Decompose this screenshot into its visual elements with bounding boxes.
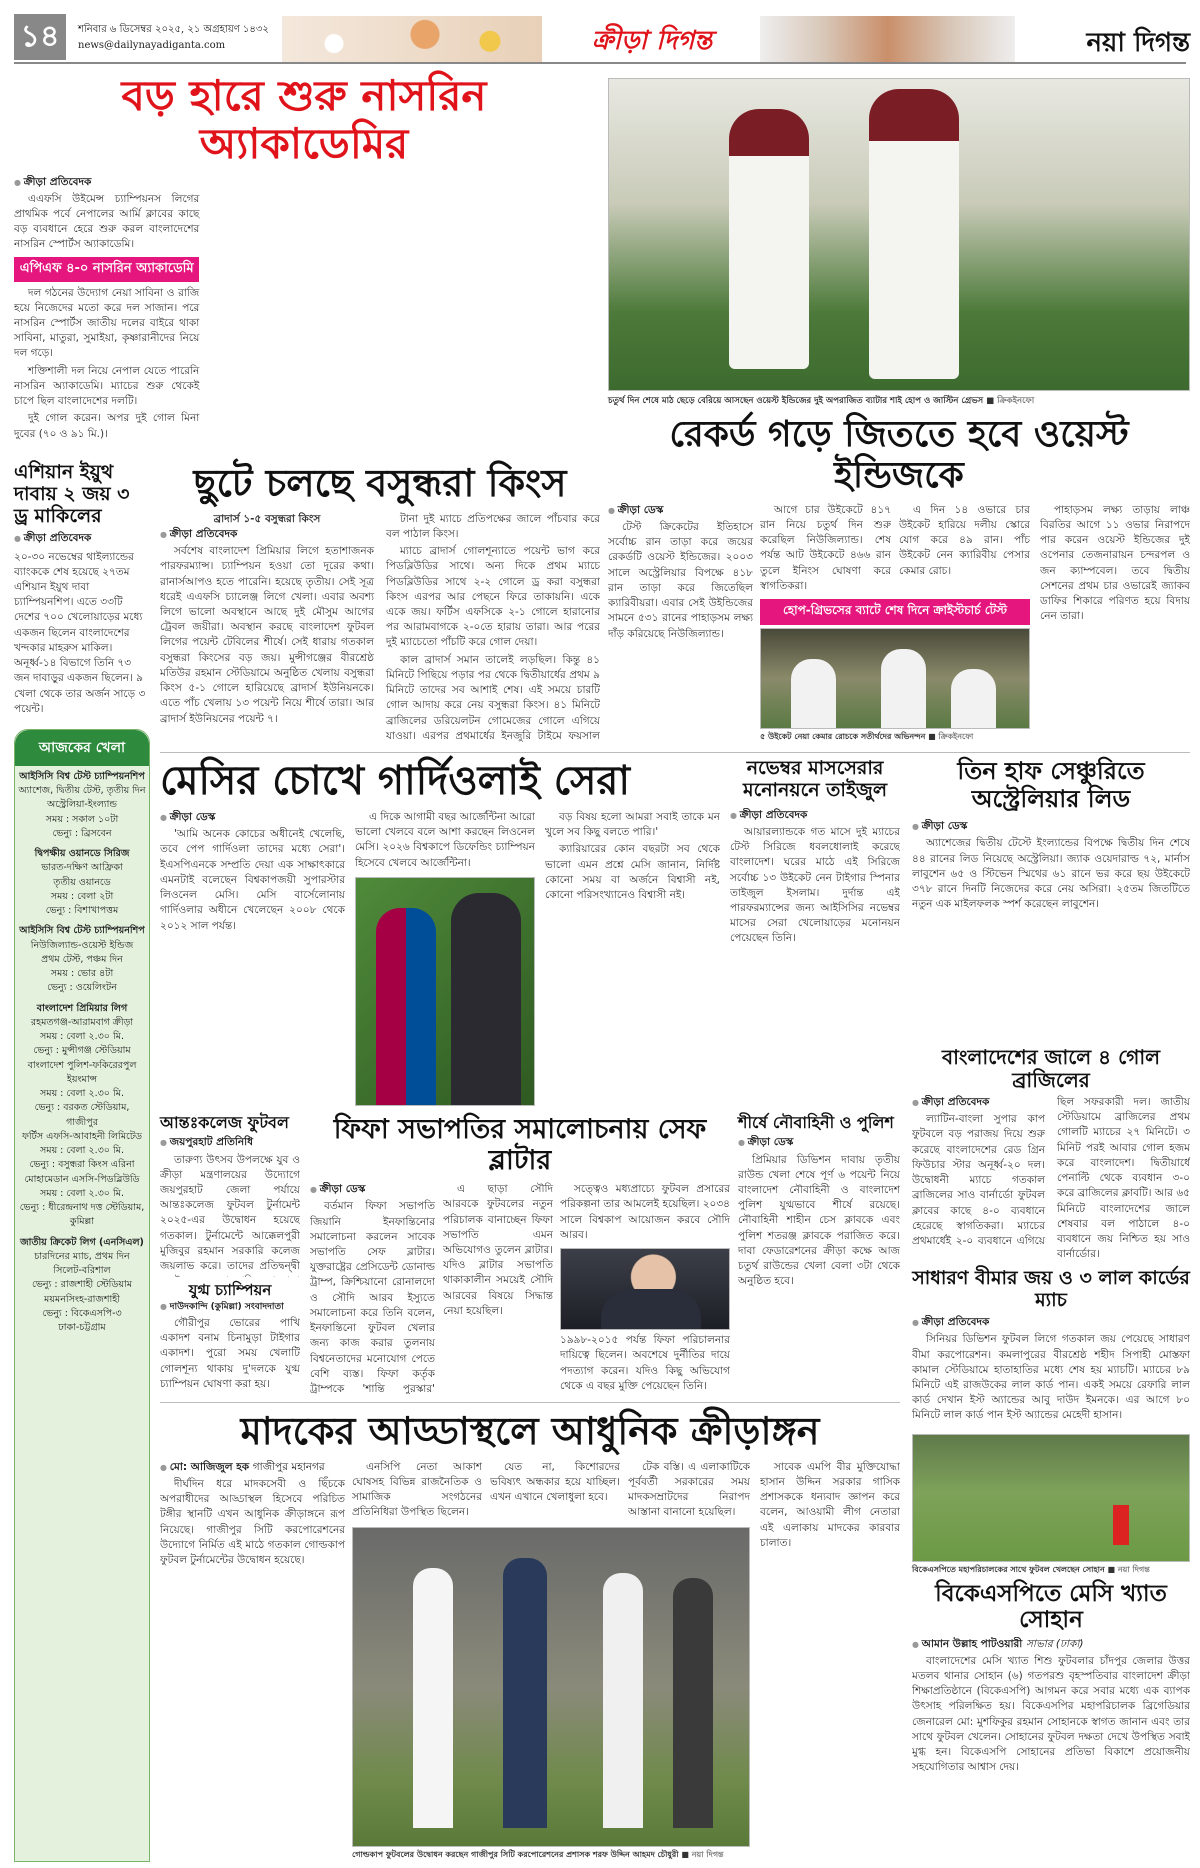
bima-headline: সাধারণ বীমার জয় ও ৩ লাল কার্ডের ম্যাচ <box>912 1267 1190 1312</box>
photo-caption: চতুর্থ দিন শেষে মাঠ ছেড়ে বেরিয়ে আসছেন ওয়েস্ট ইন্ডিজের দুই অপরাজিত ব্যাটার শাই হোপ ও জাস্টিন গ্রেভস ■ ক্রিকইনফো <box>608 396 1035 406</box>
messi-area <box>160 810 720 1106</box>
wi-col-4 <box>1040 503 1190 744</box>
byline: ● ক্রীড়া ডেস্ক <box>310 1182 435 1197</box>
taijul-body <box>730 808 900 1108</box>
schedule-line: ভেন্যু : বসুন্ধরা কিংস এরিনা <box>29 1159 135 1171</box>
newspaper-logo: নয়া দিগন্ত <box>1086 28 1190 58</box>
wi-headline: রেকর্ড গড়ে জিততে হবে ওয়েস্ট ইন্ডিজকে <box>669 414 1129 497</box>
wi-col-3 <box>899 503 1030 596</box>
player-figure <box>951 669 996 729</box>
intercollege-headline: আন্তঃকলেজ ফুটবল <box>160 1113 289 1132</box>
issue-date: শনিবার ৬ ডিসেম্বর ২০২৫, ২১ অগ্রহায়ণ ১৪৩২ <box>78 24 269 35</box>
schedule-list <box>15 766 149 1861</box>
joint-champion-headline: যুগ্ম চ্যাম্পিয়ন <box>188 1280 272 1299</box>
paragraph: ল্যাটিন-বাংলা সুপার কাপ ফুটবলে বড় পরাজয় দিয়ে শুরু করেছে বাংলাদেশের রেড গ্রিন ফিউচার স্টার অনূর্ধ্ব-২০ দল। উদ্বোধনী ম্যাচে গতকাল ব্রাজিলের সাও বার্নার্ডো ফুটবল ক্লাবের কাছে ৪-০ ব্যবধানে হেরেছে স্বাগতিকরা। ম্যাচের প্রথমার্ধেই ২-০ ব্যবধানে এগিয়ে ছিল সফরকারী দল। জাতীয় স্টেডিয়ামে ব্রাজিলের প্রথম গোলটি ম্যাচের ২৭ মিনিটে। ৩ মিনিট পরই আবার গোল হজম করে বাংলাদেশ। দ্বিতীয়ার্ধে পেনাল্টি থেকে ব্যবধান ৩-০ করে ব্রাজিলের ক্লাবটি। আর ৬৫ মিনিটে বাংলাদেশের জালে শেষবার বল পাঠালে ৪-০ ব্যবধানে জয় নিশ্চিত হয় সাও বার্নার্ডোর। <box>912 1096 1190 1261</box>
person-figure <box>603 1573 643 1828</box>
schedule-group <box>18 1002 146 1230</box>
photo-credit: নয়া দিগন্ত <box>1117 1564 1150 1574</box>
contact-email: news@dailynayadiganta.com <box>78 40 226 51</box>
aus-story <box>912 758 1190 1040</box>
photo-caption: গোল্ডকাপ ফুটবলের উদ্বোধন করছেন গাজীপুর সিটি করপোরেশনের প্রশাসক শরফ উদ্দিন আহমদ চৌধুরী ■ নয়া দিগন্ত <box>352 1850 724 1859</box>
wi-photo-block <box>608 78 1190 408</box>
blatter-headline: ফিফা সভাপতির সমালোচনায় সেফ ব্লাটার <box>333 1114 707 1177</box>
schedule-line: অস্ট্রেলিয়া-ইংল্যান্ড <box>46 799 118 811</box>
byline: ● ক্রীড়া ডেস্ক <box>912 819 1190 834</box>
paragraph: গৌরীপুর ভোরের পাখি একাদশ বনাম চিনামুড়া টাইগার একাদশ। পুরো সময় খেলাটি গোলশূন্য থাকায় দু'দলকে যুগ্ম চ্যাম্পিয়ন ঘোষণা করা হয়। <box>160 1316 300 1390</box>
wi-middle-text <box>760 503 1030 596</box>
schedule-line: অ্যাশেজ, দ্বিতীয় টেস্ট, তৃতীয় দিন <box>18 785 146 797</box>
messi-story <box>160 758 720 1106</box>
paragraph: এ দিকে আগামী বছর আর্জেন্টিনা আরো ভালো খেলবে বলে আশা করছেন লিওনেল মেসি। ২০২৬ বিশ্বকাপে ডিফেন্ডিং চ্যাম্পিয়ন হিসেবে খেলবে আর্জেন্টিনা। <box>355 811 535 869</box>
schedule-line: সময় : ভোর ৪টা <box>50 968 114 980</box>
schedule-line: ভেন্যু : বিশাখাপত্তম <box>45 905 119 917</box>
byline: ● ক্রীড়া ডেস্ক <box>738 1135 900 1150</box>
caption-text: চতুর্থ দিন শেষে মাঠ ছেড়ে বেরিয়ে আসছেন ওয়েস্ট ইন্ডিজের দুই অপরাজিত ব্যাটার শাই হোপ ও জাস্টিন গ্রেভস <box>608 396 984 406</box>
photo-credit: ক্রিকইনফো <box>938 732 974 741</box>
madok-col-3 <box>490 1460 620 1523</box>
messi-middle <box>355 810 535 1106</box>
schedule-group <box>18 770 146 841</box>
schedule-line: ঢাকা-চট্টগ্রাম <box>58 1322 106 1334</box>
madok-middle-text <box>352 1460 750 1523</box>
chess-headline: এশিয়ান ইয়ুথ দাবায় ২ জয় ৩ ড্র মাকিলের <box>14 461 130 527</box>
byline: মো: আজিজুল হক <box>169 1460 250 1473</box>
aus-headline: তিন হাফ সেঞ্চুরিতে অস্ট্রেলিয়ার লিড <box>957 757 1145 813</box>
schedule-line: ময়মনসিংহ-রাজশাহী <box>44 1293 120 1305</box>
paragraph: অ্যাশেজের দ্বিতীয় টেস্টে ইংল্যান্ডের বিপক্ষে দ্বিতীয় দিন শেষে ৪৪ রানের লিড নিয়েছে অস্ট্রেলিয়া। জ্যাক ওয়েদারাল্ড ৭২, মার্নাস লাবুশেন ৬৫ ও স্টিভেন স্মিথের ৬১ রানে ভর করে ছয় উইকেটে ৩৭৮ রানে দিনটি নিজেদের করে নেয় অসিরা। ২৫তম জিতটিতে নতুন এক মাইলফলক স্পর্শ করেছেন লাবুশেন। <box>912 837 1190 911</box>
brazil-body <box>912 1095 1190 1262</box>
byline: ● ক্রীড়া প্রতিবেদক <box>14 175 199 190</box>
paragraph: এএফসি উইমেন্স চ্যাম্পিয়নস লিগের প্রাথমিক পর্বে নেপালের আর্মি ক্লাবের কাছে বড় ব্যবধানে হেরে শুরু করল বাংলাদেশের নাসরিন স্পোর্টস অ্যাকাডেমি। <box>14 192 200 251</box>
paragraph: দুই গোল করেন। অপর দুই গোল মিনা দুবের (৭০ ও ৯১ মি.)। <box>14 412 200 440</box>
player-figure <box>881 649 926 729</box>
paragraph: প্রিমিয়ার ডিভিশন দাবায় তৃতীয় রাউন্ড খেলা শেষে পূর্ণ ৬ পয়েন্ট নিয়ে বাংলাদেশ নৌবাহিনী ও বাংলাদেশ পুলিশ যুগ্মভাবে শীর্ষে রয়েছে। নৌবাহিনী শাহীন চেস ক্লাবকে এবং পুলিশ শতরঞ্জ ক্লাবকে পরাজিত করে। দাবা ফেডারেশনের ক্রীড়া কক্ষে আজ চতুর্থ রাউন্ডের খেলা বেলা ৩টা থেকে অনুষ্ঠিত হবে। <box>738 1153 900 1288</box>
byline: আমান উল্লাহ পাটওয়ারী <box>921 1637 1023 1650</box>
wi-subhead: হোপ-গ্রিভসের ব্যাটে শেষ দিনে ক্রাইস্টচার্চ টেস্ট <box>760 599 1030 625</box>
paragraph: দীর্ঘদিন ধরে মাদকসেবী ও ছিঁচকে অপরাধীদের আড্ডাস্থল হিসেবে পরিচিত টঙ্গীর স্থানটি এখন আধুনিক ক্রীড়াঙ্গনে রূপ নিয়েছে। গাজীপুর সিটি করপোরেশনের উদ্যোগে নির্মিত এই মাঠে গতকাল গোল্ডকাপ ফুটবল টুর্নামেন্টের উদ্বোধন হয়েছে। <box>160 1477 345 1566</box>
brazil-headline: বাংলাদেশের জালে ৪ গোল ব্রাজিলের <box>941 1045 1161 1092</box>
competition-name: বাংলাদেশ প্রিমিয়ার লিগ <box>36 1002 128 1014</box>
paragraph: যেত না, কিশোরদের ভবিষ্যৎ অন্ধকার হয়ে যাচ্ছিল। এখন এখানে খেলাধুলা হবে। <box>490 1460 620 1504</box>
wi-col-2 <box>760 503 891 596</box>
intercollege-column <box>160 1114 300 1394</box>
match-score: ব্রাদার্স ১-৫ বসুন্ধরা কিংস <box>213 512 321 525</box>
competition-name: আইসিসি বিশ্ব টেস্ট চ্যাম্পিয়নশিপ <box>19 925 145 937</box>
paragraph: শক্তিশালী দল নিয়ে নেপাল যেতে পারেনি নাসরিন অ্যাকাডেমি। ম্যাচের শুরু থেকেই চাপে ছিল বাংলাদেশের দলটি। <box>14 364 200 408</box>
byline-place: সাভার (ঢাকা) <box>1025 1637 1084 1650</box>
paragraph: দল গঠনের উদ্যোগ নেয়া সাবিনা ও রাজি হয়ে নিজেদের মতো করে দল সাজান। পরে নাসরিন স্পোর্টস জাতীয় দলের বাইরে থাকা সাবিনা, মাতুরা, সুমাইয়া, কৃষ্ণারানীদের নিয়ে দল গড়ে। <box>14 286 200 360</box>
paragraph: ম্যাচে ব্রাদার্স গোলশূন্যাতে পয়েন্ট ভাগ করে পিডব্লিউডির সাথে। অন্য দিকে প্রথম ম্যাচে পিডব্লিউডির সাথে ২-২ গোলে ড্র করা বসুন্ধরা কিংস এরপর আর পেছনে ফিরে তাকায়নি। একে একে জয়। ফর্টিস এফসিকে ২-১ গোলে হারানোর পর আরামবাগকে ২-০তে হারায় তারা। আর পরের দুই ম্যাচেতো পাঁচটি করে গোল দেয়া। <box>386 545 600 649</box>
schedule-line: ভারত-দক্ষিণ আফ্রিকা <box>41 862 123 874</box>
byline: ● ক্রীড়া প্রতিবেদক <box>160 527 374 542</box>
byline: ● ক্রীড়া প্রতিবেদক <box>730 808 900 823</box>
madok-col-5 <box>760 1460 900 1862</box>
paragraph: সত্ত্বেও মধ্যপ্রাচ্যে ফুটবল প্রসারের পরিকল্পনা তার আমলেই হয়েছিল। ২০৩৪ সালে বিশ্বকাপ আয়োজন করবে সৌদি আরব। <box>560 1183 730 1241</box>
competition-name: আইসিসি বিশ্ব টেস্ট চ্যাম্পিয়নশিপ <box>19 770 145 782</box>
madok-col-4 <box>628 1460 750 1523</box>
schedule-line: সময় : সকাল ১০টা <box>45 813 119 825</box>
kings-story <box>160 462 600 746</box>
schedule-group <box>18 847 146 918</box>
messi-col-2 <box>355 810 535 873</box>
lead-subhead: এপিএফ ৪-০ নাসরিন অ্যাকাডেমি <box>14 257 199 282</box>
byline: ● ক্রীড়া ডেস্ক <box>608 503 753 518</box>
wi-middle <box>760 503 1030 744</box>
taijul-headline: নভেম্বর মাসসেরার মনোনয়নে তাইজুল <box>743 757 887 801</box>
aus-body <box>912 819 1190 1040</box>
blatter-story <box>310 1114 730 1394</box>
madok-middle <box>352 1460 750 1862</box>
navy-body <box>738 1135 900 1394</box>
paragraph: এ দিন ১৪ ওভারে চার উইকেট হারিয়ে দলীয় স্কোরে যোগ করে ৪৯ রান। পাঁচ উইকেট নেন ক্যারিবীয় পেসার কেমার রোচ। <box>899 503 1030 577</box>
paragraph: সিনিয়র ডিভিশন ফুটবল লিগে গতকাল জয় পেয়েছে সাধারণ বীমা করপোরেশন। কমলাপুরের বীরশ্রেষ্ঠ শহীদ সিপাহী মোস্তফা কামাল স্টেডিয়ামে হাতাহাতির মধ্যে শেষ হয় ম্যাচটি। ম্যাচের ৮৯ মিনিটে এই রাজউকের লাল কার্ড পান। একই সময়ে রেফারি লাল কার্ড দেখান ইস্ট অ্যান্ডের আবু দাউদ ইমনকে। এর আগে ৮০ মিনিটে লাল কার্ড পান ইস্ট অ্যান্ডের মেহেদী হাসান। <box>912 1333 1190 1422</box>
todays-games-box <box>14 729 150 1862</box>
messi-guardiola-photo <box>355 877 535 1106</box>
wi-story <box>608 414 1190 744</box>
athletes-banner <box>760 16 1015 62</box>
photo-credit: নয়া দিগন্ত <box>691 1850 724 1859</box>
schedule-line: ভেন্যু : মুন্সীগঞ্জ স্টেডিয়াম <box>33 1045 131 1057</box>
caption-text: গোল্ডকাপ ফুটবলের উদ্বোধন করছেন গাজীপুর সিটি করপোরেশনের প্রশাসক শরফ উদ্দিন আহমদ চৌধুরী <box>352 1850 679 1859</box>
blatter-col-1 <box>310 1182 435 1394</box>
paragraph: এ ছাড়া সৌদি আরবকে ফুটবলের নতুন পরিচালক বানাচ্ছেন ফিফা সভাপতি এমন অভিযোগও তুলেন ব্লাটার। যদিও ব্লাটার সভাপতি থাকাকালীন সময়েই সৌদি আরবের বিষয়ে সিদ্ধান্ত নেয়া হয়েছিল। <box>443 1183 553 1317</box>
person-figure <box>413 1568 453 1828</box>
paragraph: তারুণ্য উৎসব উপলক্ষে যুব ও ক্রীড়া মন্ত্রণালয়ের উদ্যোগে জয়পুরহাট জেলা পর্যায়ে আন্তঃকলেজ ফুটবল টুর্নামেন্ট ২০২৫-এর উদ্বোধন হয়েছে গতকাল। টুর্নামেন্টে আক্কেলপুরী মুজিবুর রহমান সরকারি কলেজ জয়লাভ করে। তাদের প্রতিদ্বন্দ্বী <box>160 1153 300 1273</box>
goldcup-inauguration-photo <box>352 1527 750 1847</box>
schedule-line: সময় : বেলা ২.৩০ মি. <box>40 1088 124 1100</box>
madok-area <box>160 1460 900 1862</box>
navy-headline: শীর্ষে নৌবাহিনী ও পুলিশ <box>738 1113 894 1132</box>
blatter-area <box>310 1182 730 1394</box>
paragraph: আগে চার উইকেটে ৪১৭ রান নিয়ে চতুর্থ দিন শুরু করেছিল নিউজিল্যান্ড। শেষ পর্যন্ত আট উইকেটে ৪৬৬ রান তুলে ইনিংস ঘোষণা করে স্বাগতিকরা। <box>760 503 891 592</box>
blatter-col-3 <box>560 1182 730 1394</box>
lead-body <box>14 175 594 454</box>
paragraph: টানা দুই ম্যাচে প্রতিপক্ষের জালে পাঁচবার করে বল পাঠাল কিংস। <box>386 512 600 540</box>
messi-col-3 <box>545 810 720 1106</box>
schedule-line: মোহামেডান এসসি-পিডব্লিউডি <box>24 1173 140 1185</box>
paragraph: ক্যারিয়ারের কোন বছরটা সব থেকে ভালো এমন প্রশ্নে মেসি জানান, নির্দিষ্ট কোনো সময় বা অর্জনে বিশ্বাসী নই, কোনো পরিসংখ্যানেও বিশ্বাসী নই। <box>545 843 720 902</box>
paragraph: বর্তমান ফিফা সভাপতি জিয়ানি ইনফান্তিনোর সমালোচনা করলেন সাবেক সভাপতি সেফ ব্লাটার। যুক্তরাষ্ট্রের প্রেসিডেন্ট ডোনাল্ড ট্রাম্প, ক্রিশ্চিয়ানো রোনালদো ও সৌদি আরব ইস্যুতে সমালোচনা করে তিনি বলেন, ইনফান্তিনো ফুটবল খেলার জন্য কাজ করার তুলনায় বিশ্বনেতাদের মনোযোগ পেতে বেশি ব্যস্ত। ফিফা কর্তৃক ট্রাম্পকে 'শান্তি পুরস্কার' <box>310 1200 435 1394</box>
schedule-line: রহমতগঞ্জ-আরামবাগ ক্রীড়া <box>30 1016 134 1028</box>
competition-name: জাতীয় ক্রিকেট লিগ (এনসিএল) <box>20 1236 144 1248</box>
paragraph: বড় বিষয় হলো আমরা সবাই তাকে মন খুলে সব কিছু বলতে পারি।' <box>545 811 720 839</box>
schedule-line: ভেন্যু : রাজশাহী স্টেডিয়াম <box>32 1279 132 1291</box>
joint-champion-story <box>160 1301 300 1394</box>
schedule-line: সময় : বেলা ২.৩০ মি. <box>40 1187 124 1199</box>
byline: ● ক্রীড়া প্রতিবেদক <box>912 1315 1190 1330</box>
kings-headline: ছুটে চলছে বসুন্ধরা কিংস <box>193 461 567 505</box>
caption-text: বিকেএসপিতে মহাপরিচালকের সাথে ফুটবল খেলছেন সোহান <box>912 1564 1105 1574</box>
person-figure <box>673 1578 713 1828</box>
kings-body <box>160 512 600 746</box>
paragraph: টেস্ট ক্রিকেটের ইতিহাসে সর্বোচ্চ রান তাড়া করে জয়ের রেকর্ডটি ওয়েস্ট ইন্ডিজের। ২০০৩ সালে অস্ট্রেলিয়ার বিপক্ষে ৪১৮ রান তাড়া করে জিতেছিল ক্যারিবীয়রা। এবার সেই উইন্ডিজের সামনে ৫৩১ রানের পাহাড়সম লক্ষ্য দাঁড় করিয়েছে নিউজিল্যান্ড। <box>608 521 753 640</box>
player-figure <box>791 659 836 729</box>
paragraph: বাংলাদেশের মেসি খ্যাত শিশু ফুটবলার চাঁদপুর জেলার উত্তর মতলব থানার সোহান (৬) গতপরশু বৃহস্পতিবার বাংলাদেশ ক্রীড়া শিক্ষাপ্রতিষ্ঠানে (বিকেএসপি) আগমন করে সবার মধ্যে এক ব্যাপক উৎসাহ পরিলক্ষিত হয়। বিকেএসপির মহাপরিচালক ব্রিগেডিয়ার জেনারেল মো: মুশফিকুর রহমান সোহানকে স্বাগত জানান এবং তার সাথে ফুটবল খেলেন। সোহানের ফুটবল দক্ষতা দেখে উপস্থিত সবাই মুগ্ধ হন। বিকেএসপি সোহানের প্রতিভা বিকাশে প্রয়োজনীয় সহযোগিতার আশ্বাস দেয়। <box>912 1654 1190 1774</box>
photo-caption: ৫ উইকেট নেয়া কেমার রোচকে সতীর্থদের অভিনন্দন ■ ক্রিকইনফো <box>760 732 974 741</box>
schedule-line: সময় : বেলা ২টা <box>50 890 114 902</box>
byline: ● ক্রীড়া প্রতিবেদক <box>912 1095 1045 1110</box>
byline-place: গাজীপুর মহানগর <box>252 1460 325 1473</box>
brazil-story <box>912 1046 1190 1262</box>
paragraph: 'আমি অনেক কোচের অধীনেই খেলেছি, তবে পেপ গার্দিওলা তাদের মধ্যে সেরা'। ইএসপিএনকে সম্প্রতি দেয়া এক সাক্ষাৎকারে এমনটাই বলেছেন বিশ্বকাপজয়ী সুপারস্টার লিওনেল মেসি। মেসি বার্সেলোনায় গার্দিওলার অধীনে খেলেছেন ২০০৮ থেকে ২০১২ সাল পর্যন্ত। <box>160 828 345 932</box>
messi-figure <box>376 908 436 1106</box>
madok-story <box>160 1410 900 1862</box>
roach-celebration-photo <box>760 628 1030 729</box>
schedule-line: ভেন্যু : বিকেএসপি-৩ <box>42 1307 122 1319</box>
chess-story <box>14 462 150 717</box>
schedule-line: সময় : বেলা ২.৩০ মি. <box>40 1031 124 1043</box>
paragraph: সর্বশেষ বাংলাদেশ প্রিমিয়ার লিগে হতাশাজনক পারফরম্যান্স। চ্যাম্পিয়ন হওয়া তো দূরের কথা। রানার্সআপও হতে পারেনি। হয়েছে তৃতীয়। সেই সূত্র ধরেই এএফসি চ্যালেঞ্জ লিগে খেলা। এবার অবশ্য লিগে ভালো অবস্থানে আছে দুই মৌসুম আগের ট্রেবল জয়ীরা। অবস্থান করছে বাংলাদেশ ফুটবল লিগের পয়েন্ট টেবিলের শীর্ষে। সেই ধারায় গতকাল বসুন্ধরা কিংসের বড় জয়। মুন্সীগঞ্জের বীরশ্রেষ্ঠ মতিউর রহমান স্টেডিয়ামে অনুষ্ঠিত খেলায় বসুন্ধরা কিংস ৫-১ গোলে হারিয়েছে ব্রাদার্স ইউনিয়নকে। এতে পাঁচ খেলায় ১৩ পয়েন্ট নিয়ে শীর্ষে তারা। আর ব্রাদার্স ইউনিয়নের পয়েন্ট ৭। <box>160 545 374 725</box>
navy-story <box>738 1114 900 1394</box>
lead-headline: বড় হারে শুরু নাসরিন অ্যাকাডেমির <box>121 71 487 169</box>
wi-area <box>608 503 1190 744</box>
schedule-line: তৃতীয় ওয়ানডে <box>53 876 111 888</box>
child-figure <box>1113 1505 1129 1545</box>
blatter-photo <box>560 1248 730 1330</box>
paragraph: সাবেক এমপি বীর মুক্তিযোদ্ধা হাসান উদ্দিন সরকার গাসিক প্রশাসককে ধন্যবাদ জ্ঞাপন করে বলেন, আওয়ামী লীগ নেতারা এই এলাকায় মাদকের কারবার চালাত। <box>760 1460 900 1549</box>
page-number: ১৪ <box>14 14 66 60</box>
intercollege-story <box>160 1135 300 1276</box>
lead-story <box>14 72 594 454</box>
schedule-line: নিউজিল্যান্ড-ওয়েস্ট ইন্ডিজ <box>30 939 134 951</box>
madok-col-2 <box>352 1460 482 1523</box>
madok-col-1 <box>160 1460 345 1862</box>
paragraph: টেক বস্তি। এ এলাকাটিকে পূর্ববর্তী সরকারের সময় মাদকসম্রাটদের নিরাপদ আস্তানা বানানো হয়েছিল। <box>628 1460 750 1519</box>
bima-story <box>912 1268 1190 1425</box>
left-column <box>14 462 150 1862</box>
wi-col-1 <box>608 503 753 744</box>
west-indies-batters-photo <box>608 78 1190 391</box>
byline: ● জয়পুরহাট প্রতিনিধি <box>160 1135 300 1150</box>
schedule-line: ফর্টিস এফসি-আবাহনী লিমিটেড <box>21 1130 143 1142</box>
schedule-line: চারদিনের ম্যাচ, প্রথম দিন <box>34 1250 130 1262</box>
todays-games-title: আজকের খেলা <box>15 730 149 766</box>
sohan-story <box>912 1637 1190 1863</box>
blatter-photo-caption: ১৯৯৮-২০১৫ পর্যন্ত ফিফা পরিচালনার দায়িত্বে ছিলেন। অবশেষে দুর্নীতির দায়ে পদত্যাগ করেন। যদিও কিছু অভিযোগ থেকে এ বছর মুক্তি পেয়েছেন তিনি। <box>560 1334 730 1392</box>
sports-balls-banner <box>282 16 542 62</box>
byline: ● ক্রীড়া প্রতিবেদক <box>14 531 150 548</box>
madok-headline: মাদকের আড্ডাস্থলে আধুনিক ক্রীড়াঙ্গন <box>240 1409 820 1453</box>
paragraph: পাহাড়সম লক্ষ্য তাড়ায় লাঞ্চ বিরতির আগে ১১ ওভার নিরাপদে পার করেন ওয়েস্ট ইন্ডিজের দুই ওপেনার তেজনারায়ন চন্দরপল ও জন ক্যাম্পবেল। তবে দ্বিতীয় সেশনের প্রথম চার ওভারেই জ্যাকব ডাফির শিকারে পরিণত হয়ে বিদায় নেন তারা। <box>1040 503 1190 623</box>
schedule-line: ভেন্যু : ওয়েলিংটন <box>47 982 117 994</box>
paragraph: আয়ারল্যান্ডকে গত মাসে দুই ম্যাচের টেস্ট সিরিজে ধবলধোলাই করেছে বাংলাদেশ। ঘরের মাঠে এই সিরিজে সর্বোচ্চ ১৩ উইকেট নেন টাইগার স্পিনার তাইজুল ইসলাম। দুর্দান্ত এই পারফরম্যান্সের জন্য আইসিসির নভেম্বর মাসের সেরা খেলোয়াড়ের মনোনয়ন পেয়েছেন তিনি। <box>730 825 900 945</box>
schedule-line: ভেন্যু : বরকত স্টেডিয়াম, গাজীপুর <box>34 1102 130 1128</box>
batter-figure <box>729 109 809 369</box>
page-header <box>0 0 1200 64</box>
byline: ● দাউদকান্দি (কুমিল্লা) সংবাদদাতা <box>160 1301 300 1314</box>
messi-col-1 <box>160 810 345 1106</box>
suit-figure <box>601 1289 701 1329</box>
blatter-col-2 <box>443 1182 553 1394</box>
sohan-headline: বিকেএসপিতে মেসি খ্যাত সোহান <box>935 1580 1167 1634</box>
guardiola-figure <box>451 893 521 1106</box>
schedule-line: বাংলাদেশ পুলিশ-ফকিরেরপুল ইয়ংমান্স <box>27 1059 137 1085</box>
photo-credit: ক্রিকইনফো <box>997 396 1035 406</box>
section-title: ক্রীড়া দিগন্ত <box>591 26 713 56</box>
schedule-line: প্রথম টেস্ট, পঞ্চম দিন <box>41 953 123 965</box>
taijul-story <box>730 758 900 1108</box>
divider <box>160 752 1190 753</box>
divider <box>160 1402 900 1403</box>
competition-name: দ্বিপক্ষীয় ওয়ানডে সিরিজ <box>34 848 130 860</box>
schedule-line: ভেন্যু : ধীরেন্দ্রনাথ দত্ত স্টেডিয়াম, কুমিল্লা <box>19 1202 145 1228</box>
messi-headline: মেসির চোখে গার্দিওলাই সেরা <box>160 758 631 804</box>
person-figure <box>503 1558 547 1828</box>
caption-text: ৫ উইকেট নেয়া কেমার রোচকে সতীর্থদের অভিনন্দন <box>760 732 926 741</box>
schedule-line: সময় : বেলা ২.৩০ মি. <box>40 1145 124 1157</box>
header-divider <box>14 62 1186 64</box>
paragraph: এনসিপি নেতা আকাশ ঘোষসহ বিভিন্ন রাজনৈতিক ও সামাজিক সংগঠনের প্রতিনিধিরা উপস্থিত ছিলেন। <box>352 1460 482 1519</box>
photo-caption: বিকেএসপিতে মহাপরিচালকের সাথে ফুটবল খেলছেন সোহান ■ নয়া দিগন্ত <box>912 1564 1150 1574</box>
schedule-line: ভেন্যু : ব্রিসবেন <box>52 827 112 839</box>
paragraph: কাল ব্রাদার্স সমান তালেই লড়ছিল। কিন্তু ৪১ মিনিটে পিছিয়ে পড়ার পর থেকে দ্বিতীয়ার্ধের প্রথম ৯ মিনিটে তাদের সব আশাই শেষ। এই সময়ে চারটি গোল আদায় করে নেয় বসুন্ধরা কিংস। ৪১ মিনিটে ব্রাজিলের ডরিয়েলটন গোমেজের গোলে এগিয়ে যাওয়া। এরপর প্রথমার্ধের ইনজুরি টাইমে ফয়সাল <box>386 653 600 742</box>
batter-figure <box>869 89 959 379</box>
schedule-group <box>18 924 146 995</box>
schedule-line: সিলেট-বরিশাল <box>53 1265 111 1277</box>
sohan-bksp-photo <box>912 1434 1190 1562</box>
chess-body: ২০-৩০ নভেম্বের থাইল্যান্ডের ব্যাংককে শেষ হয়েছে ২৭তম এশিয়ান ইয়ুথ দাবা চ্যাম্পিয়নশিপ। এতে ৩৩টি দেশের ৭০০ খেলোয়াড়ের মধ্যে একজন ছিলেন বাংলাদেশের খন্দকার মাহরুস মাকিল। অনূর্ধ্ব-১৪ বিভাগে তিনি ৭৩ জন দাবাড়ুর একজন ছিলেন। ৯ খেলা থেকে তার অর্জন সাড়ে ৩ পয়েন্ট। <box>14 550 146 715</box>
bima-body <box>912 1315 1190 1426</box>
right-column <box>912 758 1190 1862</box>
byline: ● ক্রীড়া ডেস্ক <box>160 810 345 825</box>
schedule-group <box>18 1236 146 1336</box>
